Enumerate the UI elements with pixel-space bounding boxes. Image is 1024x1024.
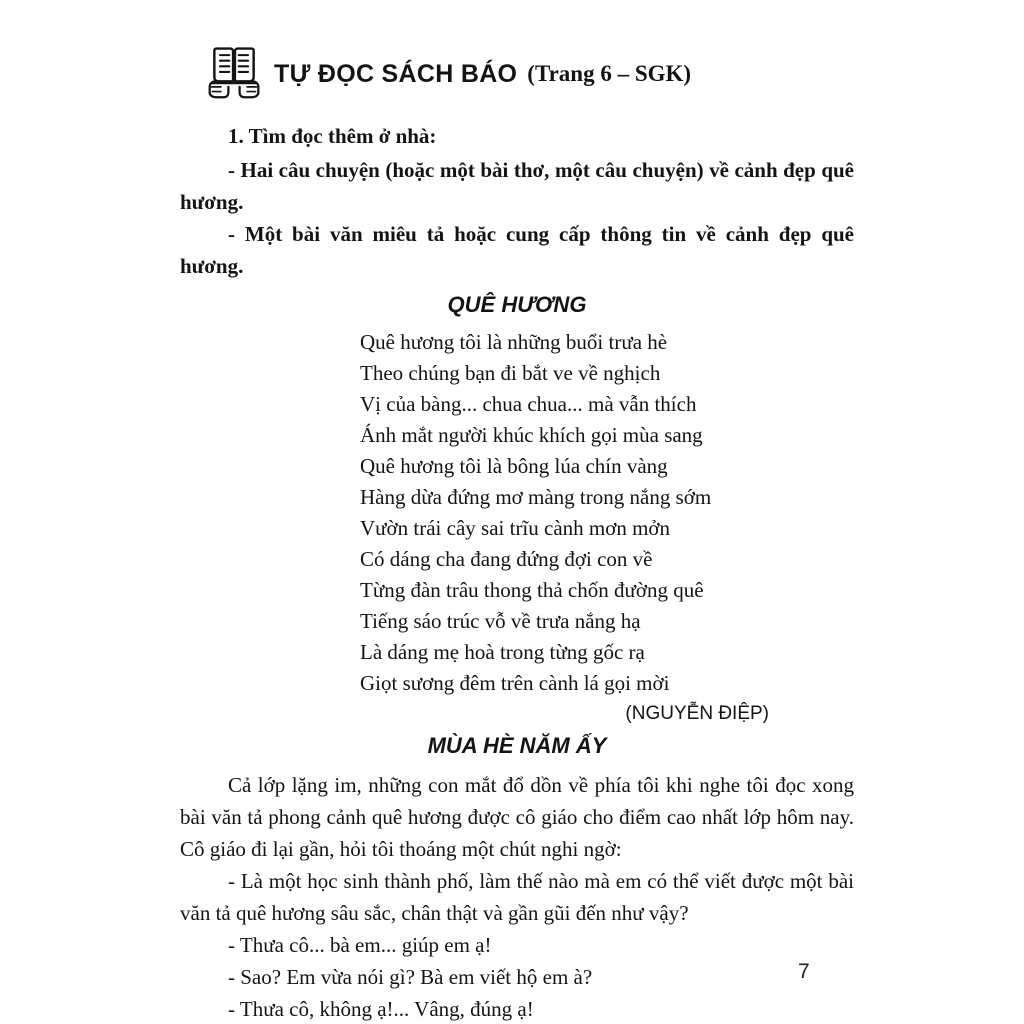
page-content bbox=[180, 42, 854, 1024]
story-paragraph: Cả lớp lặng im, những con mắt đổ dồn về phía tôi khi nghe tôi đọc xong bài văn tả phong cảnh quê hương được cô giáo cho điểm cao nhất lớp hôm nay. Cô giáo đi lại gần, hỏi tôi thoáng một chút nghi ngờ: bbox=[180, 773, 854, 861]
bullet-item: - Hai câu chuyện (hoặc một bài thơ, một câu chuyện) về cảnh đẹp quê hương. bbox=[180, 158, 854, 214]
poem-line: Hàng dừa đứng mơ màng trong nắng sớm bbox=[360, 485, 712, 509]
story-paragraph: - Là một học sinh thành phố, làm thế nào mà em có thể viết được một bài văn tả quê hương sâu sắc, chân thật và gần gũi đến như vậy? bbox=[180, 869, 854, 925]
poem-line: Quê hương tôi là bông lúa chín vàng bbox=[360, 454, 668, 478]
section-header bbox=[180, 42, 854, 106]
poem-line: Vị của bàng... chua chua... mà vẫn thích bbox=[360, 392, 697, 416]
poem-line: Có dáng cha đang đứng đợi con về bbox=[360, 547, 653, 571]
poem-line: Tiếng sáo trúc vỗ về trưa nắng hạ bbox=[360, 609, 641, 633]
exercise-heading: 1. Tìm đọc thêm ở nhà: bbox=[228, 124, 437, 148]
poem-author: (NGUYỄN ĐIỆP) bbox=[625, 703, 769, 724]
dialogue-line: - Thưa cô, không ạ!... Vâng, đúng ạ! bbox=[228, 997, 534, 1021]
page-number: 7 bbox=[798, 960, 810, 983]
story-title: MÙA HÈ NĂM ẤY bbox=[427, 733, 607, 758]
dialogue-line: - Thưa cô... bà em... giúp em ạ! bbox=[228, 933, 492, 957]
poem-line: Ánh mắt người khúc khích gọi mùa sang bbox=[360, 423, 703, 447]
poem-line: Theo chúng bạn đi bắt ve về nghịch bbox=[360, 361, 661, 385]
bullet-item: - Một bài văn miêu tả hoặc cung cấp thông tin về cảnh đẹp quê hương. bbox=[180, 222, 854, 278]
poem-line: Vườn trái cây sai trĩu cành mơn mởn bbox=[360, 516, 671, 540]
poem-body bbox=[360, 327, 854, 699]
poem-line: Là dáng mẹ hoà trong từng gốc rạ bbox=[360, 640, 645, 664]
dialogue-line: - Sao? Em vừa nói gì? Bà em viết hộ em à? bbox=[228, 965, 593, 989]
poem-line: Quê hương tôi là những buổi trưa hè bbox=[360, 330, 668, 354]
open-book-hands-icon bbox=[204, 42, 264, 106]
poem-title: QUÊ HƯƠNG bbox=[447, 292, 587, 317]
poem-line: Giọt sương đêm trên cành lá gọi mời bbox=[360, 671, 670, 695]
poem-line: Từng đàn trâu thong thả chốn đường quê bbox=[360, 578, 704, 602]
section-subtitle: (Trang 6 – SGK) bbox=[527, 61, 692, 86]
section-title: TỰ ĐỌC SÁCH BÁO bbox=[274, 59, 518, 88]
